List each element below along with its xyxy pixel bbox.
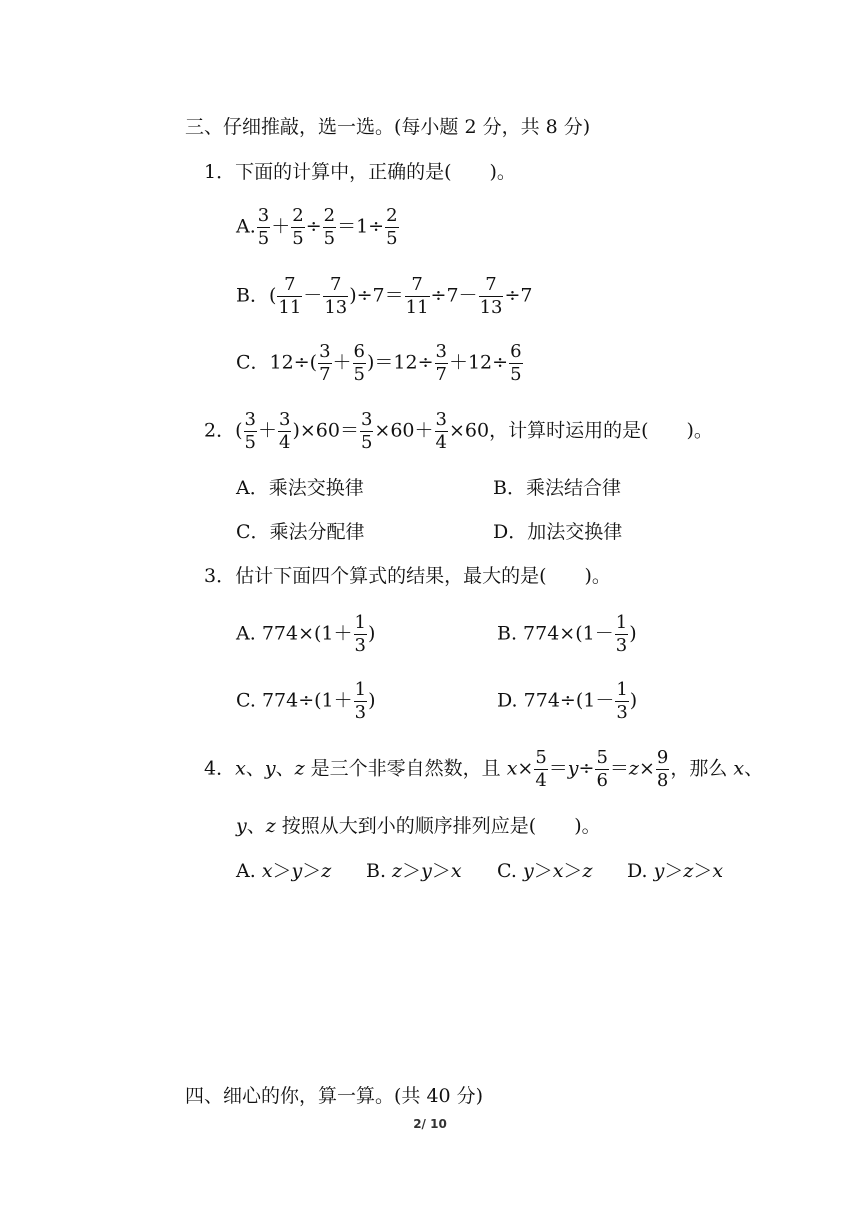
- q3-option-a-label: A.: [236, 622, 262, 645]
- question-1-option-a: A. $\frac{3}{5}$ ＋ $\frac{2}{5}$ ÷ $\frac{2}{5}$ ＝1÷ $\frac{2}{5}$: [236, 205, 398, 249]
- q3-option-d-label: D.: [497, 689, 524, 712]
- q4-option-d-label: D.: [627, 860, 654, 882]
- question-4-option-a: A. x＞y＞z: [236, 860, 332, 882]
- question-4-option-d: D. y＞z＞x: [627, 860, 724, 882]
- section-3-heading: 三、仔细推敲，选一选。(每小题 2 分，共 8 分): [185, 116, 591, 138]
- question-2-stem: 2．( $\frac{3}{5}$ ＋ $\frac{3}{4}$ )×60＝ $\frac{3}{5}$ ×60＋ $\frac{3}{4}$ ×60，计算时运用的是( )。: [204, 409, 713, 453]
- question-4-line-1: 4．x、y、z 是三个非零自然数，且 x× $\frac{5}{4}$ ＝y÷ $\frac{5}{6}$ ＝z× $\frac{9}{8}$ ，那么 x、: [204, 747, 764, 791]
- question-2-option-c: C．乘法分配律: [236, 521, 365, 543]
- question-1-option-b: B．( $\frac{7}{11}$ － $\frac{7}{13}$ )÷7＝ $\frac{7}{11}$ ÷7－ $\frac{7}{13}$ ÷7: [236, 274, 533, 318]
- question-4-tail: ，那么: [670, 757, 734, 780]
- option-c-label: C．: [236, 351, 270, 374]
- question-2-option-b: B．乘法结合律: [493, 477, 621, 499]
- question-4-text-a: 三个非零自然数，且: [329, 757, 507, 780]
- question-3-option-d: D. 774÷(1－ $\frac{1}{3}$ ): [497, 679, 638, 723]
- question-3-stem: 3．估计下面四个算式的结果，最大的是( )。: [204, 565, 611, 587]
- question-3-option-b: B. 774×(1－ $\frac{1}{3}$ ): [497, 612, 637, 656]
- question-4-label: 4．: [204, 757, 236, 780]
- option-b-label: B．: [236, 284, 269, 307]
- question-3-option-c: C. 774÷(1＋ $\frac{1}{3}$ ): [236, 679, 376, 723]
- q4-option-a-label: A.: [236, 860, 262, 882]
- question-2-tail: ，计算时运用的是( )。: [489, 419, 713, 442]
- section-4-heading: 四、细心的你，算一算。(共 40 分): [185, 1085, 484, 1107]
- option-a-label: A.: [236, 215, 256, 238]
- question-4-option-b: B. z＞y＞x: [366, 860, 462, 882]
- question-1-option-c: C．12÷( $\frac{3}{7}$ ＋ $\frac{6}{5}$ )＝12÷ $\frac{3}{7}$ ＋12÷ $\frac{6}{5}$: [236, 341, 522, 385]
- question-2-label: 2．: [204, 419, 236, 442]
- question-3-option-a: A. 774×(1＋ $\frac{1}{3}$ ): [236, 612, 376, 656]
- question-4-option-c: C. y＞x＞z: [497, 860, 593, 882]
- q4-option-b-label: B.: [366, 860, 393, 882]
- question-1-stem: 1．下面的计算中，正确的是( )。: [204, 161, 516, 183]
- q3-option-b-label: B.: [497, 622, 524, 645]
- question-4-line-2: y、z 按照从大到小的顺序排列应是( )。: [236, 815, 601, 837]
- q3-option-c-label: C.: [236, 689, 262, 712]
- question-2-option-a: A．乘法交换律: [236, 477, 364, 499]
- question-4-text-b: 按照从大到小的顺序排列应是( )。: [275, 815, 601, 837]
- page-number: 2/ 10: [413, 1117, 447, 1131]
- q4-option-c-label: C.: [497, 860, 523, 882]
- question-2-option-d: D．加法交换律: [493, 521, 623, 543]
